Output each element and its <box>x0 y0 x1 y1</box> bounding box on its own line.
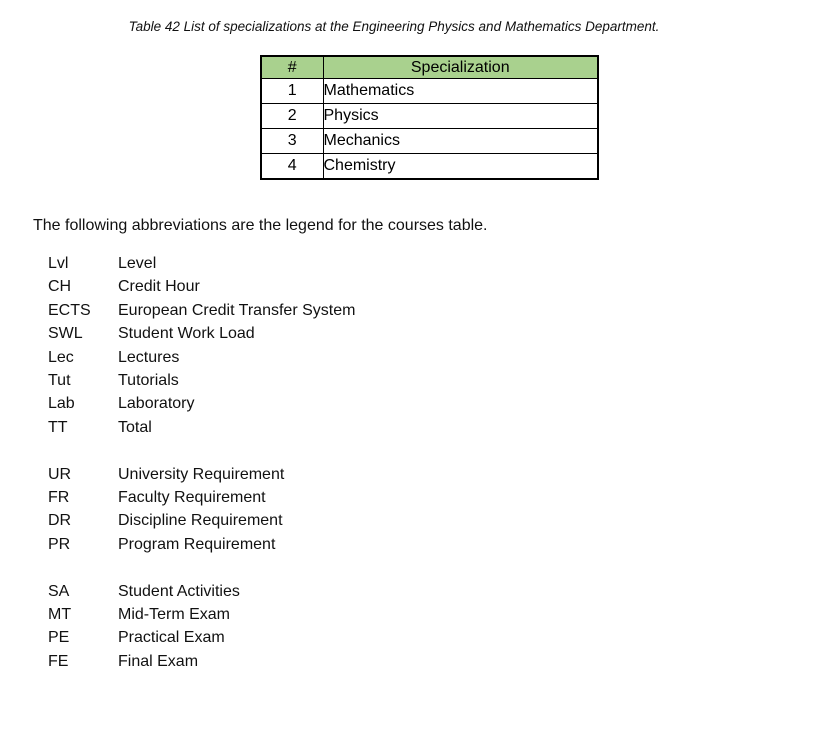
row-number-cell: 3 <box>261 129 323 154</box>
abbreviations-legend <box>48 252 355 673</box>
legend-abbr: MT <box>48 606 72 624</box>
legend-meaning: Faculty Requirement <box>118 489 266 507</box>
legend-meaning: Practical Exam <box>118 629 225 647</box>
specialization-cell: Chemistry <box>323 154 598 180</box>
legend-meaning: Credit Hour <box>118 278 200 296</box>
legend-abbr: SA <box>48 582 70 600</box>
legend-meaning: Total <box>118 418 152 436</box>
legend-meaning: Program Requirement <box>118 535 276 553</box>
legend-abbr: DR <box>48 512 72 530</box>
legend-item <box>48 322 355 345</box>
column-header-number: # <box>261 56 323 79</box>
legend-abbr: PE <box>48 629 70 647</box>
legend-item <box>48 509 355 532</box>
specialization-cell: Physics <box>323 104 598 129</box>
row-number-cell: 1 <box>261 79 323 104</box>
table-caption: Table 42 List of specializations at the Engineering Physics and Mathematics Department. <box>128 19 660 34</box>
legend-meaning: Laboratory <box>118 395 195 413</box>
specialization-cell: Mathematics <box>323 79 598 104</box>
legend-item <box>48 463 355 486</box>
legend-meaning: European Credit Transfer System <box>118 301 356 319</box>
legend-item <box>48 252 355 275</box>
legend-item <box>48 580 355 603</box>
legend-abbr: SWL <box>48 325 83 343</box>
legend-item <box>48 299 355 322</box>
legend-item <box>48 603 355 626</box>
legend-abbr: FE <box>48 652 69 670</box>
legend-item <box>48 275 355 298</box>
legend-meaning: Student Activities <box>118 582 240 600</box>
legend-abbr: Lab <box>48 395 75 413</box>
legend-abbr: TT <box>48 418 68 436</box>
legend-item <box>48 416 355 439</box>
row-number-cell: 4 <box>261 154 323 180</box>
legend-abbr: UR <box>48 465 72 483</box>
legend-item <box>48 369 355 392</box>
table-row <box>261 154 598 180</box>
legend-section-assessment <box>48 580 355 674</box>
table-row <box>261 129 598 154</box>
specializations-table <box>260 55 599 180</box>
legend-abbr: ECTS <box>48 301 91 319</box>
table-row <box>261 104 598 129</box>
legend-abbr: PR <box>48 535 71 553</box>
legend-item <box>48 626 355 649</box>
legend-abbr: Lec <box>48 348 74 366</box>
legend-item <box>48 346 355 369</box>
intro-paragraph: The following abbreviations are the legend for the courses table. <box>33 217 488 234</box>
legend-meaning: Discipline Requirement <box>118 512 283 530</box>
legend-abbr: Lvl <box>48 255 69 272</box>
legend-meaning: Lectures <box>118 348 180 366</box>
legend-section-structure <box>48 252 355 439</box>
legend-meaning: Level <box>118 255 157 272</box>
legend-item <box>48 650 355 673</box>
legend-abbr: FR <box>48 489 70 507</box>
legend-abbr: CH <box>48 278 72 296</box>
legend-item <box>48 533 355 556</box>
legend-item <box>48 392 355 415</box>
legend-meaning: Mid-Term Exam <box>118 606 231 624</box>
table-header-row <box>261 56 598 79</box>
table-row <box>261 79 598 104</box>
specialization-cell: Mechanics <box>323 129 598 154</box>
legend-meaning: Final Exam <box>118 652 199 670</box>
legend-meaning: Student Work Load <box>118 325 255 343</box>
legend-abbr: Tut <box>48 372 71 390</box>
row-number-cell: 2 <box>261 104 323 129</box>
legend-meaning: Tutorials <box>118 372 179 390</box>
column-header-specialization: Specialization <box>323 56 598 79</box>
legend-section-requirements <box>48 463 355 557</box>
legend-item <box>48 486 355 509</box>
legend-meaning: University Requirement <box>118 465 285 483</box>
